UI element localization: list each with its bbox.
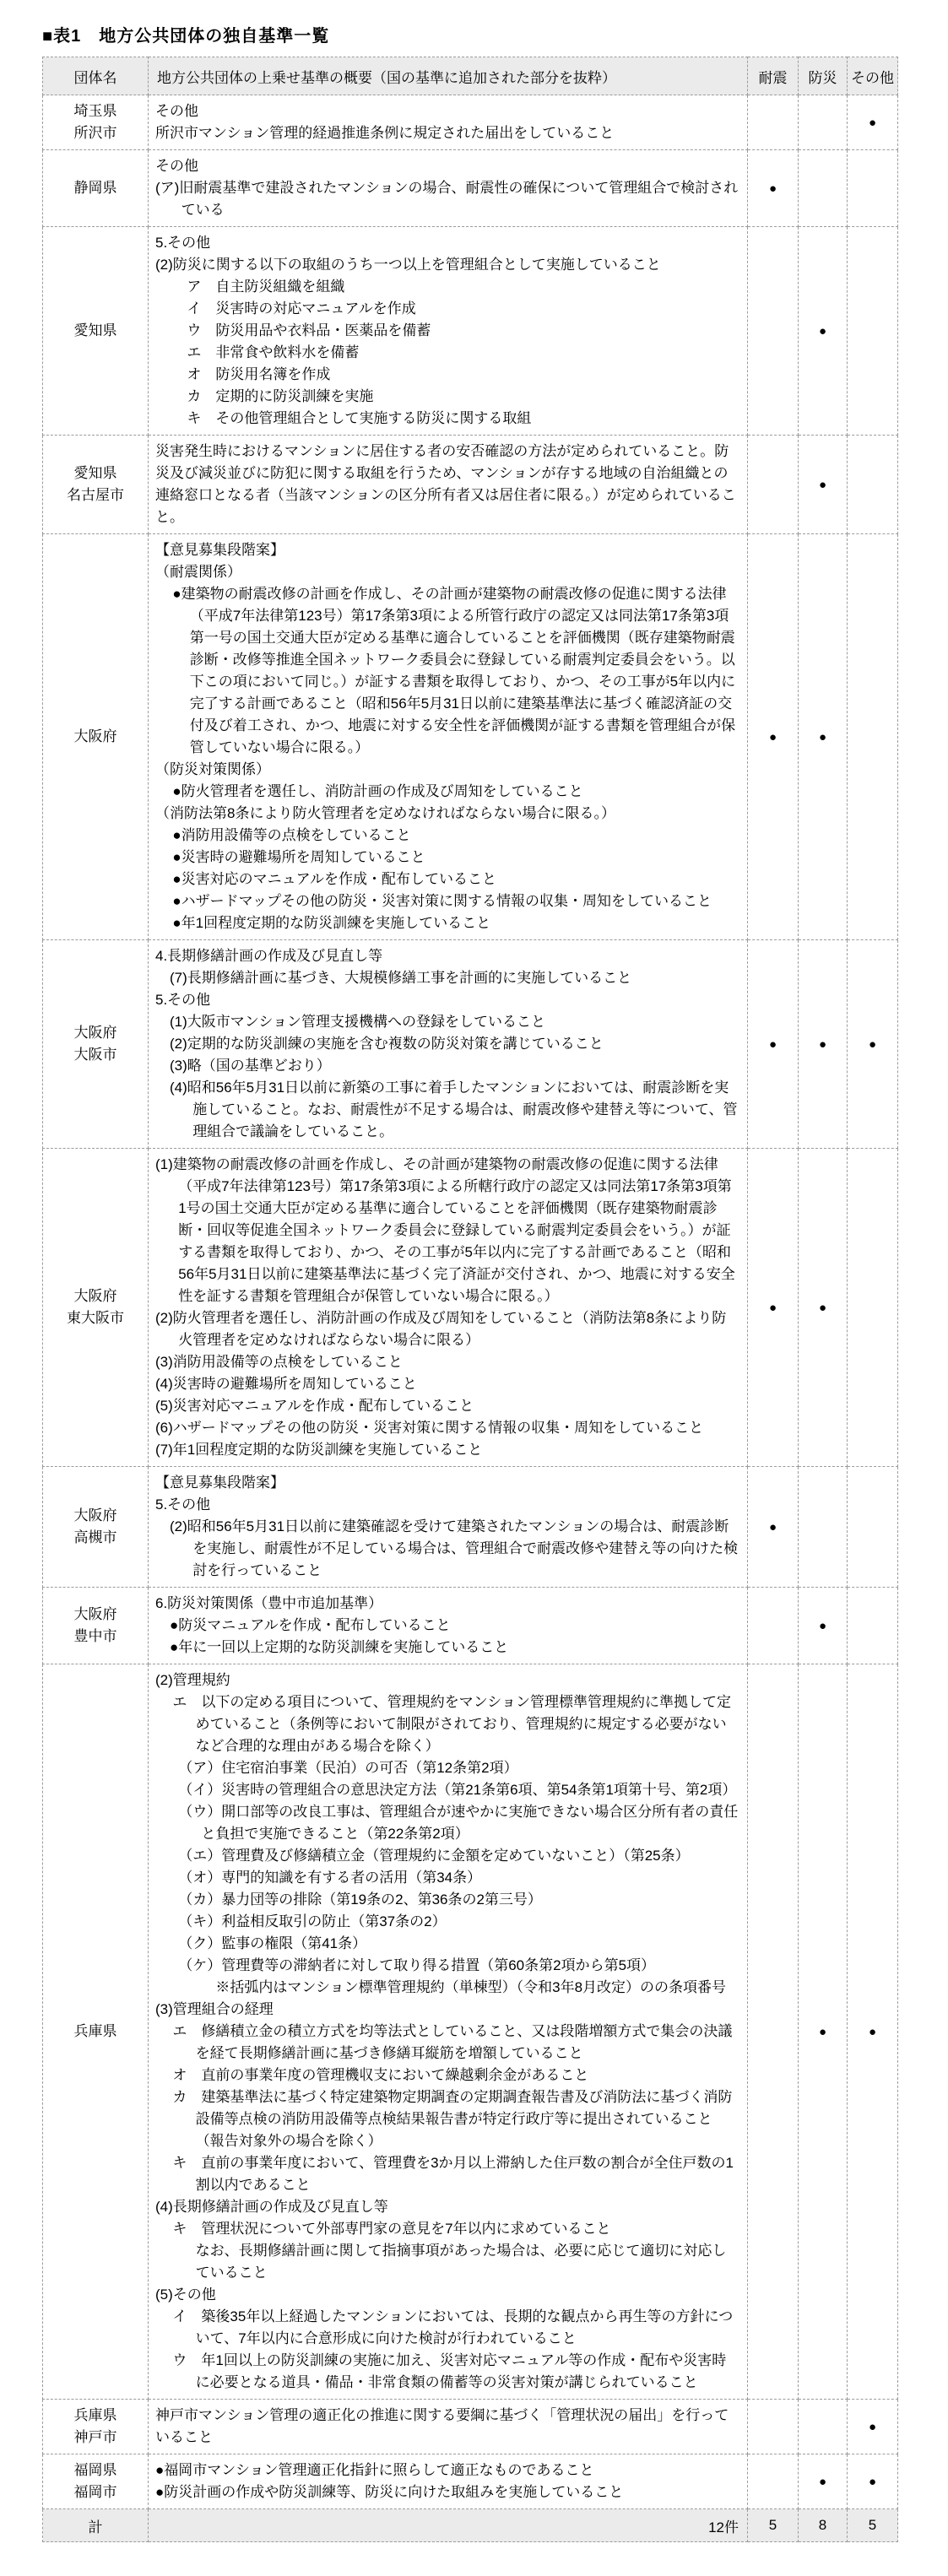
criteria-line: 5.その他: [155, 235, 211, 251]
criteria-line: (ア)旧耐震基準で建設されたマンションの場合、耐震性の確保について管理組合で検討されている: [155, 180, 739, 218]
header-summary: 地方公共団体の上乗せ基準の概要（国の基準に追加された部分を抜粋）: [149, 57, 748, 95]
mark-cell-sonota: ●: [848, 2400, 898, 2454]
mark-cell-bousai: ●: [799, 436, 848, 534]
mark-cell-taishin: ●: [748, 1467, 799, 1588]
table-row: [43, 2454, 898, 2509]
mark-cell-sonota: [848, 227, 898, 436]
criteria-line: 所沢市マンション管理的経過推進条例に規定された届出をしていること: [155, 125, 615, 141]
criteria-line: 6.防災対策関係（豊中市追加基準）: [155, 1595, 383, 1611]
mark-cell-taishin: [748, 95, 799, 150]
mark-cell-bousai: ●: [799, 940, 848, 1149]
criteria-line: (4)昭和56年5月31日以前に新築の工事に着手したマンションにおいては、耐震診断を実施していること。なお、耐震性が不足する場合は、耐震改修や建替え等について、管理組合で議論をしていること。: [170, 1080, 738, 1139]
mark-cell-bousai: ●: [799, 1588, 848, 1664]
mark-cell-taishin: [748, 2400, 799, 2454]
org-cell: 静岡県: [43, 150, 149, 227]
criteria-line: (3)消防用設備等の点検をしていること: [155, 1354, 403, 1370]
summary-cell: [149, 436, 748, 534]
criteria-line: (1)建築物の耐震改修の計画を作成し、その計画が建築物の耐震改修の促進に関する法律（平成7年法律第123号）第17条第3項による所轄行政庁の認定又は同法第17条第3項第1号の国土交通大臣が定める基準に適合していることを評価機関（既存建築物耐震診断・回収等促進全国ネットワーク委員会に登録している耐震判定委員会をいう。）が証する書類を取得しており、かつ、その工事が5年以内に完了する計画であること（昭和56年5月31日以前に建築基準法に基づく完了済証が交付され、かつ、地震に対する安全性を証する書類を管理組合が保管していない場合に限る。）: [155, 1156, 735, 1304]
summary-cell: [149, 1149, 748, 1467]
criteria-line: ●防災計画の作成や防災訓練等、防災に向けた取組みを実施していること: [155, 2484, 624, 2500]
mark-cell-bousai: [799, 95, 848, 150]
table-header: [43, 57, 898, 95]
summary-cell: [149, 1588, 748, 1664]
criteria-line: (3)管理組合の経理: [155, 2001, 274, 2017]
mark-cell-sonota: ●: [848, 95, 898, 150]
mark-cell-bousai: ●: [799, 2454, 848, 2509]
criteria-line: (4)災害時の避難場所を周知していること: [155, 1376, 417, 1392]
mark-cell-bousai: [799, 2400, 848, 2454]
summary-cell: [149, 95, 748, 150]
criteria-line: (2)管理規約: [155, 1672, 230, 1688]
criteria-line: ウ 防災用品や衣料品・医薬品を備蓄: [187, 322, 431, 338]
criteria-line: イ 築後35年以上経過したマンションにおいては、長期的な観点から再生等の方針について、7年以内に合意形成に向けた検討が行われていること: [172, 2308, 734, 2346]
table-row: [43, 534, 898, 940]
mark-cell-taishin: [748, 2454, 799, 2509]
criteria-line: イ 災害時の対応マニュアルを作成: [187, 300, 416, 317]
criteria-line: （オ）専門的知識を有する者の活用（第34条）: [178, 1870, 482, 1886]
summary-cell: [149, 940, 748, 1149]
table-row: [43, 436, 898, 534]
criteria-line: 災害発生時におけるマンションに居住する者の安否確認の方法が定められていること。防災及び減災並びに防犯に関する取組を行うため、マンションが存する地域の自治組織との連絡窓口となる者（当該マンションの区分所有者又は居住者に限る。）が定められていること。: [155, 443, 736, 525]
mark-cell-sonota: [848, 1149, 898, 1467]
criteria-line: （エ）管理費及び修繕積立金（管理規約に金額を定めていないこと）（第25条）: [178, 1848, 690, 1864]
total-bousai-cell: 8: [799, 2509, 848, 2542]
org-cell: 愛知県 名古屋市: [43, 436, 149, 534]
criteria-line: （ク）監事の権限（第41条）: [178, 1935, 367, 1951]
header-sonota: その他: [848, 57, 898, 95]
criteria-line: エ 非常食や飲料水を備蓄: [187, 344, 360, 360]
mark-cell-bousai: [799, 150, 848, 227]
criteria-line: （消防法第8条により防火管理者を定めなければならない場合に限る。）: [155, 805, 615, 821]
mark-cell-sonota: ●: [848, 1664, 898, 2400]
criteria-line: オ 防災用名簿を作成: [187, 366, 331, 382]
mark-cell-bousai: ●: [799, 227, 848, 436]
criteria-line: (2)防災に関する以下の取組のうち一つ以上を管理組合として実施していること: [155, 257, 661, 273]
criteria-line: (2)定期的な防災訓練の実施を含む複数の防災対策を講じていること: [170, 1036, 604, 1052]
criteria-line: ア 自主防災組織を組織: [187, 279, 345, 295]
table-row: [43, 1588, 898, 1664]
criteria-line: ●災害対応のマニュアルを作成・配布していること: [172, 871, 496, 887]
total-sonota-cell: 5: [848, 2509, 898, 2542]
mark-cell-sonota: [848, 534, 898, 940]
org-cell: 埼玉県 所沢市: [43, 95, 149, 150]
summary-cell: [149, 1664, 748, 2400]
criteria-line: その他: [155, 158, 198, 174]
mark-cell-sonota: [848, 1467, 898, 1588]
summary-cell: [149, 150, 748, 227]
mark-cell-taishin: ●: [748, 1149, 799, 1467]
criteria-line: カ 定期的に防災訓練を実施: [187, 388, 374, 404]
criteria-line: 神戸市マンション管理の適正化の推進に関する要綱に基づく「管理状況の届出」を行っていること: [155, 2407, 729, 2445]
table-row: [43, 1149, 898, 1467]
mark-cell-bousai: ●: [799, 1664, 848, 2400]
criteria-line: 5.その他: [155, 992, 211, 1008]
criteria-line: エ 以下の定める項目について、管理規約をマンション管理標準管理規約に準拠して定めていること（条例等において制限がされており、管理規約に規定する必要がないなど合理的な理由がある場合を除く）: [172, 1694, 731, 1754]
summary-cell: [149, 534, 748, 940]
mark-cell-taishin: ●: [748, 534, 799, 940]
org-cell: 大阪府 東大阪市: [43, 1149, 149, 1467]
table-row: [43, 1664, 898, 2400]
header-row: [43, 57, 898, 95]
criteria-line: その他: [155, 103, 198, 119]
org-cell: 大阪府 大阪市: [43, 940, 149, 1149]
table-row: [43, 150, 898, 227]
criteria-line: ●ハザードマップその他の防災・災害対策に関する情報の収集・周知をしていること: [172, 893, 712, 909]
criteria-line: (7)年1回程度定期的な防災訓練を実施していること: [155, 1442, 483, 1458]
criteria-line: ※括弧内はマンション標準管理規約（単棟型）（令和3年8月改定）のの条項番号: [215, 1979, 727, 1995]
header-bousai: 防災: [799, 57, 848, 95]
header-taishin: 耐震: [748, 57, 799, 95]
org-cell: 大阪府: [43, 534, 149, 940]
table-body: [43, 95, 898, 2509]
criteria-line: (3)略（国の基準どおり）: [170, 1058, 331, 1074]
table-row: [43, 2400, 898, 2454]
criteria-line: (5)その他: [155, 2286, 216, 2303]
criteria-line: ●年に一回以上定期的な防災訓練を実施していること: [170, 1639, 509, 1655]
mark-cell-sonota: [848, 1588, 898, 1664]
criteria-line: (4)長期修繕計画の作成及び見直し等: [155, 2199, 388, 2215]
org-cell: 兵庫県: [43, 1664, 149, 2400]
total-count-cell: 12件: [149, 2509, 748, 2542]
mark-cell-sonota: [848, 436, 898, 534]
org-cell: 福岡県 福岡市: [43, 2454, 149, 2509]
criteria-line: エ 修繕積立金の積立方式を均等法式としていること、又は段階増額方式で集会の決議を経て長期修繕計画に基づき修繕耳縦筋を増額していること: [172, 2023, 733, 2061]
mark-cell-taishin: ●: [748, 150, 799, 227]
mark-cell-taishin: [748, 1664, 799, 2400]
mark-cell-sonota: [848, 150, 898, 227]
criteria-line: (7)長期修繕計画に基づき、大規模修繕工事を計画的に実施していること: [170, 970, 632, 986]
standards-table: [42, 57, 898, 2542]
criteria-line: （ケ）管理費等の滞納者に対して取り得る措置（第60条第2項から第5項）: [178, 1957, 656, 1973]
criteria-line: ●防火管理者を選任し、消防計画の作成及び周知をしていること: [172, 783, 583, 799]
criteria-line: （キ）利益相反取引の防止（第37条の2）: [178, 1913, 447, 1929]
criteria-line: (2)防火管理者を選任し、消防計画の作成及び周知をしていること（消防法第8条により防火管理者を定めなければならない場合に限る）: [155, 1310, 727, 1348]
criteria-line: （耐震関係）: [155, 564, 241, 580]
total-label-cell: 計: [43, 2509, 149, 2542]
criteria-line: 5.その他: [155, 1496, 211, 1513]
criteria-line: 4.長期修繕計画の作成及び見直し等: [155, 948, 383, 964]
criteria-line: ●年1回程度定期的な防災訓練を実施していること: [172, 915, 491, 931]
table-row: [43, 95, 898, 150]
header-org: 団体名: [43, 57, 149, 95]
mark-cell-taishin: [748, 227, 799, 436]
org-cell: 大阪府 高槻市: [43, 1467, 149, 1588]
mark-cell-taishin: [748, 1588, 799, 1664]
org-cell: 兵庫県 神戸市: [43, 2400, 149, 2454]
mark-cell-taishin: ●: [748, 940, 799, 1149]
criteria-line: ウ 年1回以上の防災訓練の実施に加え、災害対応マニュアル等の作成・配布や災害時に必要となる道具・備品・非常食類の備蓄等の災害対策が講じられていること: [172, 2352, 727, 2390]
summary-cell: [149, 2400, 748, 2454]
table-footer: [43, 2509, 898, 2542]
table-row: [43, 940, 898, 1149]
criteria-line: ●防災マニュアルを作成・配布していること: [170, 1617, 451, 1633]
criteria-line: キ その他管理組合として実施する防災に関する取組: [187, 410, 532, 426]
org-cell: 大阪府 豊中市: [43, 1588, 149, 1664]
criteria-line: なお、長期修繕計画に関して指摘事項があった場合は、必要に応じて適切に対応していること: [195, 2243, 727, 2281]
criteria-line: (5)災害対応マニュアルを作成・配布していること: [155, 1398, 474, 1414]
total-row: [43, 2509, 898, 2542]
criteria-line: （ア）住宅宿泊事業（民泊）の可否（第12条第2項）: [178, 1760, 518, 1776]
total-taishin-cell: 5: [748, 2509, 799, 2542]
criteria-line: (6)ハザードマップその他の防災・災害対策に関する情報の収集・周知をしていること: [155, 1420, 704, 1436]
criteria-line: (2)昭和56年5月31日以前に建築確認を受けて建築されたマンションの場合は、耐震診断を実施し、耐震性が不足している場合は、管理組合で耐震改修や建替え等の向けた検討を行っていること: [170, 1518, 739, 1578]
criteria-line: (1)大阪市マンション管理支援機構への登録をしていること: [170, 1014, 546, 1030]
mark-cell-sonota: ●: [848, 2454, 898, 2509]
mark-cell-bousai: [799, 1467, 848, 1588]
criteria-line: （カ）暴力団等の排除（第19条の2、第36条の2第三号）: [178, 1891, 542, 1908]
criteria-line: 【意見募集段階案】: [155, 542, 284, 558]
criteria-line: キ 直前の事業年度において、管理費を3か月以上滞納した住戸数の割合が全住戸数の1割以内であること: [172, 2155, 734, 2193]
criteria-line: ●建築物の耐震改修の計画を作成し、その計画が建築物の耐震改修の促進に関する法律（平成7年法律第123号）第17条第3項による所管行政庁の認定又は同法第17条第3項第一号の国土交通大臣が定める基準に適合していることを評価機関（既存建築物耐震診断・改修等推進全国ネットワーク委員会に登録している耐震判定委員会をいう。以下この項において同じ。）が証する書類を取得しており、かつ、その工事が5年以内に完了する計画であること（昭和56年5月31日以前に建築基準法に基づく確認済証の交付及び着工され、かつ、地震に対する安全性を評価機関が証する書類を管理組合が保管していない場合に限る。）: [172, 586, 736, 755]
table-row: [43, 1467, 898, 1588]
summary-cell: [149, 227, 748, 436]
criteria-line: ●災害時の避難場所を周知していること: [172, 849, 425, 865]
criteria-line: 【意見募集段階案】: [155, 1475, 284, 1491]
mark-cell-sonota: ●: [848, 940, 898, 1149]
summary-cell: [149, 1467, 748, 1588]
criteria-line: （イ）災害時の管理組合の意思決定方法（第21条第6項、第54条第1項第十号、第2項）: [178, 1782, 737, 1798]
page-title: ■表1 地方公共団体の独自基準一覧: [42, 27, 330, 46]
criteria-line: カ 建築基準法に基づく特定建築物定期調査の定期調査報告書及び消防法に基づく消防設備等点検の消防用設備等点検結果報告書が特定行政庁等に提出されていること（報告対象外の場合を除く）: [172, 2089, 733, 2149]
criteria-line: オ 直前の事業年度の管理機収支において繰越剰余金があること: [172, 2067, 589, 2083]
criteria-line: （ウ）開口部等の改良工事は、管理組合が速やかに実施できない場合区分所有者の責任と負担で実施できること（第22条第2項）: [178, 1804, 739, 1842]
criteria-line: ●福岡市マンション管理適正化指針に照らして適正なものであること: [155, 2462, 594, 2478]
mark-cell-bousai: ●: [799, 534, 848, 940]
mark-cell-bousai: ●: [799, 1149, 848, 1467]
mark-cell-taishin: [748, 436, 799, 534]
criteria-line: （防災対策関係）: [155, 761, 270, 777]
org-cell: 愛知県: [43, 227, 149, 436]
criteria-line: キ 管理状況について外部専門家の意見を7年以内に求めていること: [172, 2221, 611, 2237]
criteria-line: ●消防用設備等の点検をしていること: [172, 827, 411, 843]
summary-cell: [149, 2454, 748, 2509]
table-row: [43, 227, 898, 436]
